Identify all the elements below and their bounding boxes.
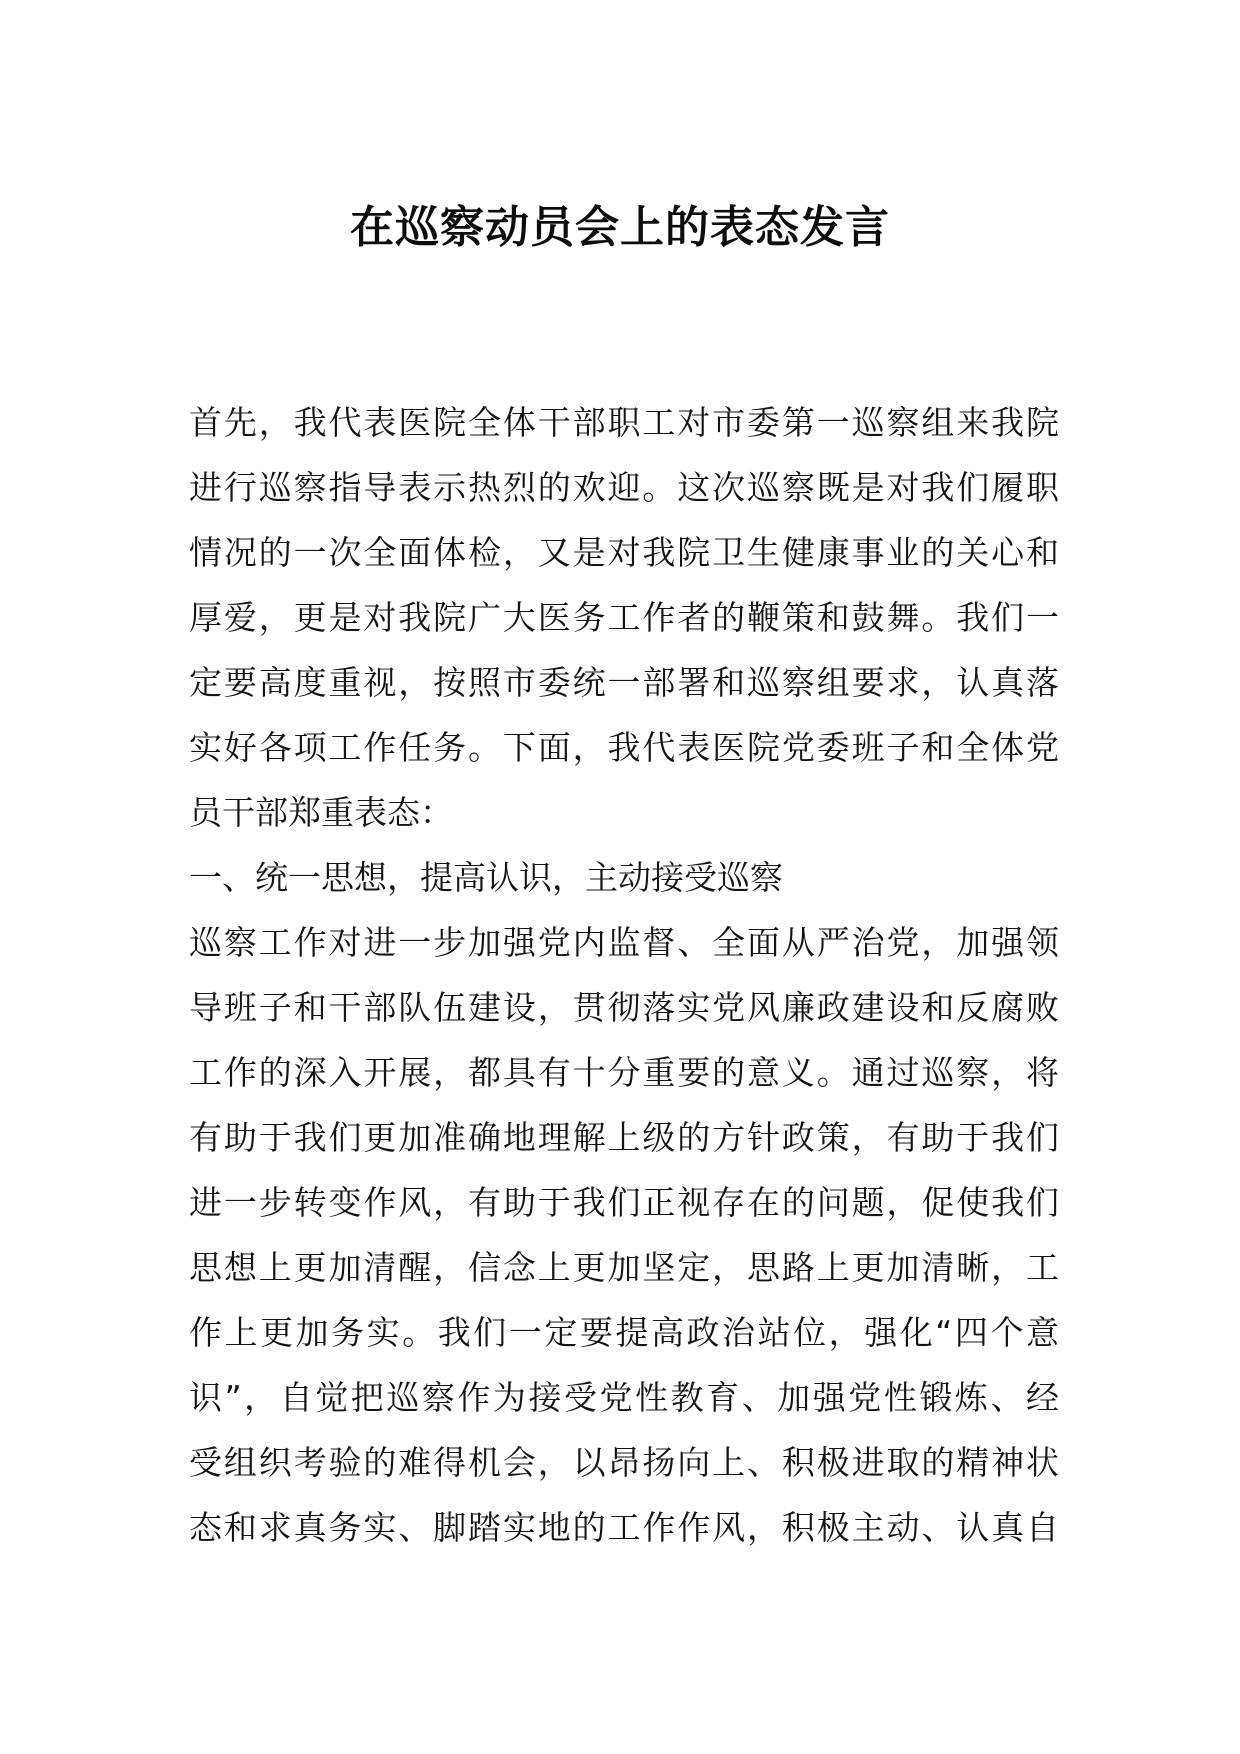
body-line: 首先，我代表医院全体干部职工对市委第一巡察组来我院 [189, 403, 1059, 442]
body-line: 进行巡察指导表示热烈的欢迎。这次巡察既是对我们履职 [189, 468, 1059, 507]
body-line: 识”，自觉把巡察作为接受党性教育、加强党性锻炼、经 [189, 1378, 1059, 1417]
body-line: 作上更加务实。我们一定要提高政治站位，强化“四个意 [189, 1313, 1059, 1352]
body-line: 受组织考验的难得机会，以昂扬向上、积极进取的精神状 [189, 1443, 1059, 1482]
body-line: 导班子和干部队伍建设，贯彻落实党风廉政建设和反腐败 [189, 988, 1059, 1027]
body-line: 有助于我们更加准确地理解上级的方针政策，有助于我们 [189, 1118, 1059, 1157]
body-line: 情况的一次全面体检，又是对我院卫生健康事业的关心和 [189, 533, 1059, 572]
section-heading: 一、统一思想，提高认识，主动接受巡察 [189, 858, 783, 897]
body-line: 进一步转变作风，有助于我们正视存在的问题，促使我们 [189, 1183, 1059, 1222]
body-line: 实好各项工作任务。下面，我代表医院党委班子和全体党 [189, 728, 1059, 767]
body-line: 态和求真务实、脚踏实地的工作作风，积极主动、认真自 [189, 1508, 1059, 1547]
body-line: 定要高度重视，按照市委统一部署和巡察组要求，认真落 [189, 663, 1059, 702]
body-line: 思想上更加清醒，信念上更加坚定，思路上更加清晰，工 [189, 1248, 1059, 1287]
document-title: 在巡察动员会上的表态发言 [350, 202, 890, 253]
body-line: 员干部郑重表态： [189, 793, 453, 832]
body-line: 厚爱，更是对我院广大医务工作者的鞭策和鼓舞。我们一 [189, 598, 1059, 637]
document-body [189, 390, 1059, 1560]
body-line: 巡察工作对进一步加强党内监督、全面从严治党，加强领 [189, 923, 1059, 962]
body-line: 工作的深入开展，都具有十分重要的意义。通过巡察，将 [189, 1053, 1059, 1092]
